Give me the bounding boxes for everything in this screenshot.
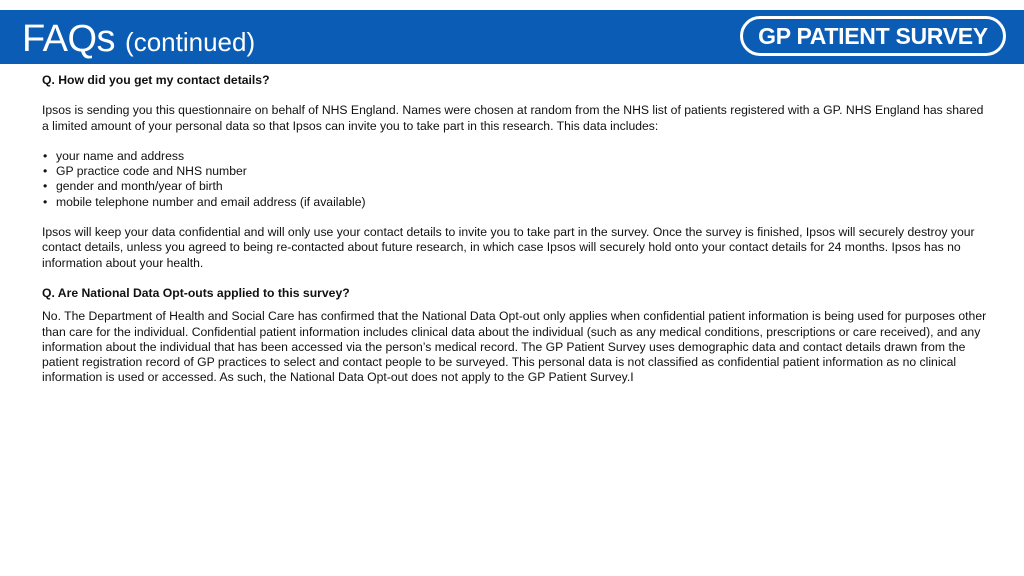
page-title: [22, 18, 255, 61]
faq2-answer: No. The Department of Health and Social Care has confirmed that the National Data Opt-out only applies when confidential patient information is being used for purposes other than care for the individual. Confidential patient information includes clinical data about the individual (such as any medical conditions, prescriptions or care received), and any information about the individual that has been accessed via the person’s medical record. The GP Patient Survey uses demographic data and contact details drawn from the patient registration record of GP practices to select and contact people to be surveyed. This personal data is not classified as confidential patient information as no clinical information is used or accessed. As such, the National Data Opt-out does not apply to the GP Patient Survey.I: [42, 309, 987, 385]
faq1-paragraph-2: Ipsos will keep your data confidential and will only use your contact details to invite you to take part in the survey. Once the survey is finished, Ipsos will securely destroy your contact details, unless you agreed to being re-contacted about future research, in which case Ipsos will securely hold onto your contact details for 24 months. Ipsos has no information about your health.: [42, 225, 975, 270]
top-strip: [0, 0, 1024, 10]
faq-content: [42, 73, 992, 386]
gp-patient-survey-logo: [740, 16, 1006, 56]
page-title-main: FAQs: [22, 18, 116, 60]
list-item: • your name and address: [43, 148, 185, 163]
faq1-paragraph-1: Ipsos is sending you this questionnaire on behalf of NHS England. Names were chosen at random from the NHS list of patients registered with a GP. NHS England has shared a limited amount of your personal data so that Ipsos can invite you to take part in this research. This data includes:: [42, 103, 984, 133]
list-item: • mobile telephone number and email address (if available): [43, 194, 366, 209]
faq1-bullet-list: [42, 149, 992, 210]
faq1-question: Q. How did you get my contact details?: [42, 73, 270, 87]
faq2-question: Q. Are National Data Opt-outs applied to this survey?: [42, 285, 350, 300]
list-item: • GP practice code and NHS number: [43, 164, 247, 179]
header-bar: [0, 10, 1024, 64]
logo-text: GP PATIENT SURVEY: [758, 22, 988, 49]
list-item: • gender and month/year of birth: [43, 179, 223, 194]
page-title-subtitle: (continued): [125, 27, 256, 57]
